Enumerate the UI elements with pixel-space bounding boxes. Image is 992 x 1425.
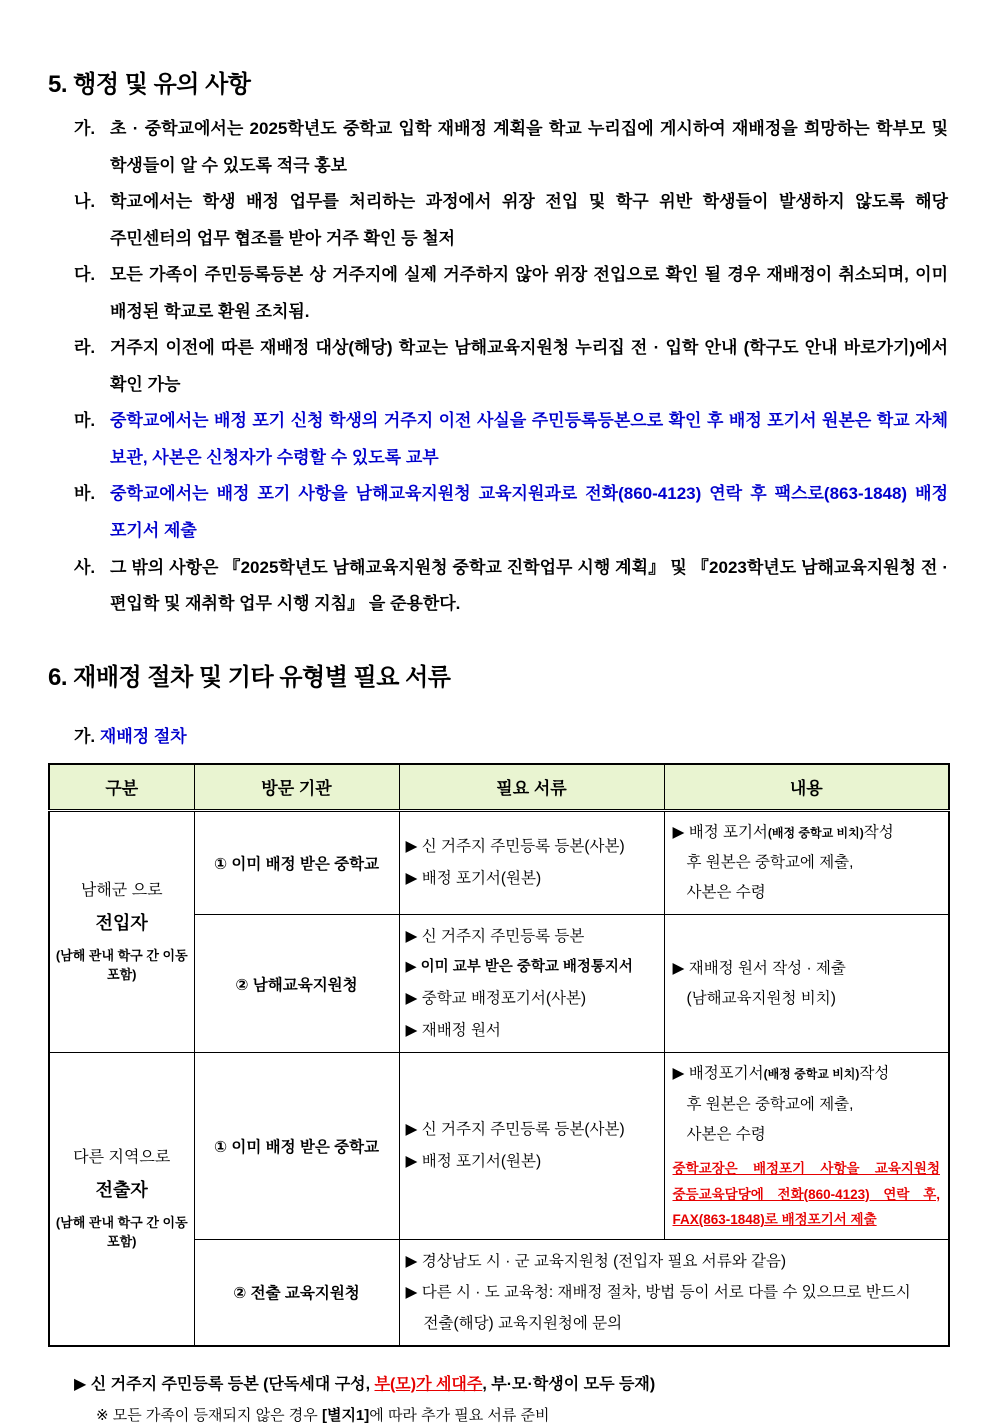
section5-title: 5. 행정 및 유의 사항 [48, 71, 251, 98]
column-header-content: 내용 [664, 764, 949, 811]
table-subheading [74, 722, 948, 747]
org-cell: ② 전출 교육지원청 [194, 1239, 399, 1346]
section6-title: 6. 재배정 절차 및 기타 유형별 필요 서류 [48, 663, 451, 691]
item-label: 바. [74, 484, 96, 504]
reassignment-procedure-table [48, 763, 950, 1347]
item-text: 거주지 이전에 따른 재배정 대상(해당) 학교는 남해교육지원청 누리집 전 · 입학 안내 (학구도 안내 바로가기)에서 확인 가능 [110, 338, 948, 394]
item-text: 중학교에서는 배정 포기 사항을 남해교육지원청 교육지원과로 전화(860-4123) 연락 후 팩스로(863-1848) 배정 포기서 제출 [110, 484, 948, 541]
item-label: 나. [74, 192, 96, 212]
column-header-org: 방문 기관 [194, 764, 399, 811]
attachment-ref: [별지1] [321, 1406, 370, 1424]
list-item [48, 184, 948, 257]
item-text: 학교에서는 학생 배정 업무를 처리하는 과정에서 위장 전입 및 학구 위반 학생들이 발생하지 않도록 해당 주민센터의 업무 협조를 받아 거주 확인 등 철저 [110, 192, 948, 248]
org-cell: ② 남해교육지원청 [194, 915, 399, 1053]
item-label: 마. [74, 411, 96, 431]
small-note: (배정 중학교 비치) [763, 1067, 860, 1082]
item-label: 사. [74, 557, 96, 577]
docs-cell: ▶ 신 거주지 주민등록 등본(사본) ▶ 배정 포기서(원본) [399, 810, 664, 915]
column-header-docs: 필요 서류 [399, 764, 664, 811]
footnotes [74, 1371, 948, 1425]
footnote-resident-register: ▶ 신 거주지 주민등록 등본 (단독세대 구성, 부(모)가 세대주, 부·모·학생이 모두 등재) [74, 1375, 656, 1393]
item-text: 모든 가족이 주민등록등본 상 거주지에 실제 거주하지 않아 위장 전입으로 확인 될 경우 재배정이 취소되며, 이미 배정된 학교로 환원 조치됨. [110, 265, 948, 321]
subheading-text: 재배정 절차 [99, 726, 187, 746]
kind-cell-transfer-out: 다른 지역으로 전출자 (남해 관내 학구 간 이동 포함) [49, 1053, 194, 1346]
table-row [49, 1053, 949, 1240]
section5-items [48, 111, 948, 623]
list-item [48, 476, 948, 549]
kind-cell-transfer-in: 남해군 으로 전입자 (남해 관내 학구 간 이동 포함) [49, 810, 194, 1053]
subheading-label: 가. [74, 726, 96, 746]
fax-phone-warning-note: 중학교장은 배정포기 사항을 교육지원청 중등교육담당에 전화(860-4123) 연락 후, FAX(863-1848)로 배정포기서 제출 [672, 1160, 940, 1228]
head-of-household-highlight: 부(모)가 세대주 [374, 1375, 483, 1393]
merged-docs-content-cell: ▶ 경상남도 시 · 군 교육지원청 (전입자 필요 서류와 같음) ▶ 다른 시 · 도 교육청: 재배정 절차, 방법 등이 서로 다를 수 있으므로 반드시 전출(해당) 교육지원청에 문의 [399, 1239, 949, 1346]
column-header-kind: 구분 [49, 764, 194, 811]
item-label: 가. [74, 119, 96, 138]
item-text: 중학교에서는 배정 포기 신청 학생의 거주지 이전 사실을 주민등록등본으로 확인 후 배정 포기서 원본은 학교 자체 보관, 사본은 신청자가 수령할 수 있도록 교부 [110, 411, 948, 467]
docs-cell: ▶ 신 거주지 주민등록 등본 ▶ 이미 교부 받은 중학교 배정통지서 ▶ 중학교 배정포기서(사본) ▶ 재배정 원서 [399, 915, 664, 1053]
table-header-row [49, 764, 949, 811]
footnote-attachment-note: ※ 모든 가족이 등재되지 않은 경우 [별지1]에 따라 추가 필요 서류 준비 [96, 1406, 550, 1424]
list-item [48, 550, 948, 623]
content-cell: ▶ 배정 포기서(배정 중학교 비치)작성 후 원본은 중학교에 제출, 사본은 수령 [664, 810, 949, 915]
org-cell: ① 이미 배정 받은 중학교 [194, 1053, 399, 1240]
org-cell: ① 이미 배정 받은 중학교 [194, 810, 399, 915]
docs-cell: ▶ 신 거주지 주민등록 등본(사본) ▶ 배정 포기서(원본) [399, 1053, 664, 1240]
content-cell: ▶ 재배정 원서 작성 · 제출 (남해교육지원청 비치) [664, 915, 949, 1053]
list-item [48, 330, 948, 403]
list-item [48, 403, 948, 476]
item-text: 초 · 중학교에서는 2025학년도 중학교 입학 재배정 계획을 학교 누리집에 게시하여 재배정을 희망하는 학부모 및 학생들이 알 수 있도록 적극 홍보 [110, 119, 948, 175]
item-label: 다. [74, 265, 96, 285]
item-text: 그 밖의 사항은 『2025학년도 남해교육지원청 중학교 진학업무 시행 계획』 및 『2023학년도 남해교육지원청 전 · 편입학 및 재취학 업무 시행 지침』 을 준용한다. [110, 557, 948, 614]
list-item [48, 257, 948, 330]
item-label: 라. [74, 338, 96, 358]
table-row [49, 810, 949, 915]
content-cell: ▶ 배정포기서(배정 중학교 비치)작성 후 원본은 중학교에 제출, 사본은 수령 중학교장은 배정포기 사항을 교육지원청 중등교육담당에 전화(860-4123) 연락 후, FAX(863-1848)로 배정포기서 제출 [664, 1053, 949, 1240]
list-item [48, 111, 948, 184]
small-note: (배정 중학교 비치) [767, 825, 864, 840]
